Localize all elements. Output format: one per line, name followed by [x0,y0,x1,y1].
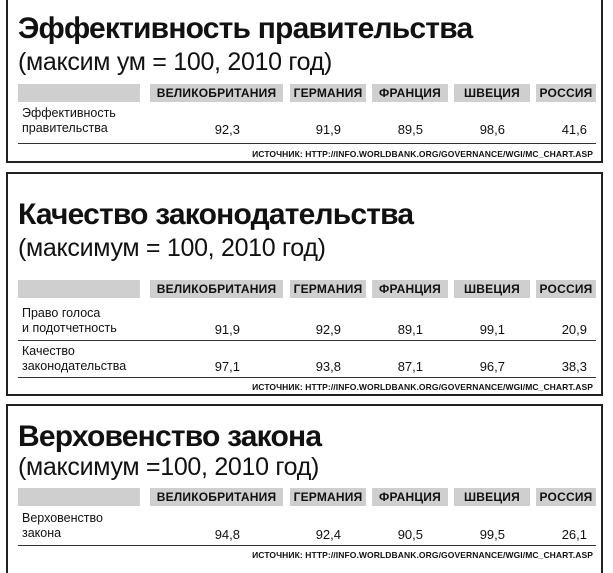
value-germany: 93,8 [315,359,341,374]
column-header-russia: РОССИЯ [536,488,596,506]
panel-rule-of-law [6,404,603,573]
value-france: 87,1 [397,359,423,374]
value-germany: 91,9 [315,122,341,137]
panel-regulatory-quality [6,172,603,396]
column-header-sweden: ШВЕЦИЯ [454,488,530,506]
value-uk: 91,9 [214,322,240,337]
column-header-sweden: ШВЕЦИЯ [454,84,530,102]
source-note: ИСТОЧНИК: HTTP://INFO.WORLDBANK.ORG/GOVERNANCE/WGI/MC_CHART.ASP [252,149,593,159]
table-row [18,342,596,378]
source-note: ИСТОЧНИК: HTTP://INFO.WORLDBANK.ORG/GOVERNANCE/WGI/MC_CHART.ASP [252,382,593,392]
table-row [18,304,596,340]
column-header-russia: РОССИЯ [536,280,596,298]
panel-subtitle: (максимум = 100, 2010 год) [18,234,326,262]
column-header-france: ФРАНЦИЯ [372,488,448,506]
column-header-uk: ВЕЛИКОБРИТАНИЯ [150,488,283,506]
row-label: Эффективность правительства [22,106,116,135]
row-label: Право голоса и подотчетность [22,306,117,335]
column-header-france: ФРАНЦИЯ [372,280,448,298]
header-blank-cell [18,84,140,102]
header-blank-cell [18,280,140,298]
value-germany: 92,9 [315,322,341,337]
column-header-france: ФРАНЦИЯ [372,84,448,102]
value-sweden: 99,1 [479,322,505,337]
row-divider [18,143,596,144]
column-header-russia: РОССИЯ [536,84,596,102]
column-header-uk: ВЕЛИКОБРИТАНИЯ [150,84,283,102]
row-divider [18,340,596,341]
row-label: Качество законодательства [22,344,127,373]
value-france: 89,5 [397,122,423,137]
panel-subtitle: (максимум =100, 2010 год) [18,453,320,481]
value-russia: 20,9 [561,322,587,337]
value-uk: 92,3 [214,122,240,137]
row-divider [18,545,596,546]
source-note: ИСТОЧНИК: HTTP://INFO.WORLDBANK.ORG/GOVERNANCE/WGI/MC_CHART.ASP [252,550,593,560]
column-header-uk: ВЕЛИКОБРИТАНИЯ [150,280,283,298]
panel-title: Эффективность правительства [18,12,473,45]
column-header-germany: ГЕРМАНИЯ [290,84,366,102]
value-russia: 38,3 [561,359,587,374]
value-uk: 94,8 [214,527,240,542]
table-row [18,510,596,546]
value-germany: 92,4 [315,527,341,542]
row-label: Верховенство закона [22,511,103,540]
value-sweden: 99,5 [479,527,505,542]
column-header-germany: ГЕРМАНИЯ [290,280,366,298]
row-divider [18,377,596,378]
column-header-sweden: ШВЕЦИЯ [454,280,530,298]
header-blank-cell [18,488,140,506]
value-sweden: 96,7 [479,359,505,374]
panel-subtitle: (максим ум = 100, 2010 год) [18,48,333,76]
column-header-germany: ГЕРМАНИЯ [290,488,366,506]
table-row [18,106,596,142]
value-sweden: 98,6 [479,122,505,137]
panel-government-effectiveness [6,0,603,163]
value-russia: 41,6 [561,122,587,137]
value-france: 90,5 [397,527,423,542]
value-uk: 97,1 [214,359,240,374]
value-russia: 26,1 [561,527,587,542]
value-france: 89,1 [397,322,423,337]
panel-title: Верховенство закона [18,420,322,453]
panel-title: Качество законодательства [18,198,414,231]
